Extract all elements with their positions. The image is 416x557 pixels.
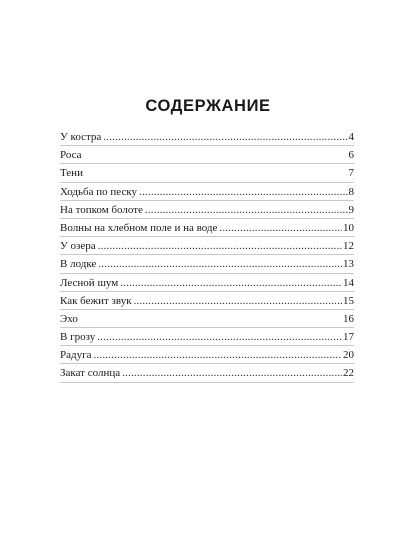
toc-entry-title: Лесной шум [60, 276, 119, 289]
toc-entry-page: 8 [348, 185, 354, 198]
toc-entry [60, 274, 354, 292]
dot-leader [139, 183, 347, 201]
dot-leader [98, 255, 342, 273]
toc-entry-title: Волны на хлебном поле и на воде [60, 221, 218, 234]
dot-leader [97, 328, 342, 346]
toc-entry-page: 15 [343, 294, 354, 307]
dot-leader [145, 201, 348, 219]
toc-entry-page: 10 [343, 221, 354, 234]
dot-leader [94, 346, 343, 364]
toc-entry-page: 17 [343, 331, 354, 344]
toc-entry-page: 7 [348, 167, 354, 180]
toc-entry-title: У костра [60, 131, 102, 143]
toc-entry [60, 164, 354, 182]
toc-entry-title: Как бежит звук [60, 294, 132, 307]
toc-entry [60, 364, 354, 382]
toc-entry-title: Тени [60, 167, 83, 180]
toc-entry [60, 201, 354, 219]
toc-entry [60, 219, 354, 237]
toc-entry [60, 292, 354, 310]
toc-entry [60, 310, 354, 328]
toc-entry-title: На топком болоте [60, 203, 143, 216]
toc-entry-title: В грозу [60, 331, 96, 344]
toc-entry-title: В лодке [60, 258, 97, 271]
toc-entry-page: 4 [348, 131, 354, 143]
toc-entry-page: 13 [343, 258, 354, 271]
toc-entry-page: 9 [348, 203, 354, 216]
toc-entry-title: Эхо [60, 312, 78, 325]
dot-leader [134, 292, 342, 310]
toc-entry [60, 237, 354, 255]
page-title: СОДЕРЖАНИЕ [145, 97, 271, 115]
toc-entry-title: У озера [60, 240, 96, 253]
dot-leader [98, 237, 342, 255]
toc-entry-title: Роса [60, 149, 82, 162]
toc-entry [60, 328, 354, 346]
dot-leader [219, 219, 342, 237]
dot-leader [122, 364, 342, 382]
toc-entry [60, 146, 354, 164]
toc-entry-title: Ходьба по песку [60, 185, 138, 198]
toc-entry [60, 346, 354, 364]
toc-entry-page: 16 [343, 312, 354, 325]
toc-entry [60, 183, 354, 201]
toc-entry-title: Закат солнца [60, 367, 121, 380]
toc-entry-page: 14 [343, 276, 354, 289]
table-of-contents [60, 128, 354, 383]
dot-leader [120, 274, 342, 292]
toc-entry-page: 6 [348, 149, 354, 162]
toc-entry [60, 255, 354, 273]
dot-leader [103, 128, 347, 146]
toc-entry-page: 12 [343, 240, 354, 253]
toc-entry-page: 20 [343, 349, 354, 362]
toc-entry-page: 22 [343, 367, 354, 380]
toc-entry-title: Радуга [60, 349, 92, 362]
toc-entry [60, 128, 354, 146]
